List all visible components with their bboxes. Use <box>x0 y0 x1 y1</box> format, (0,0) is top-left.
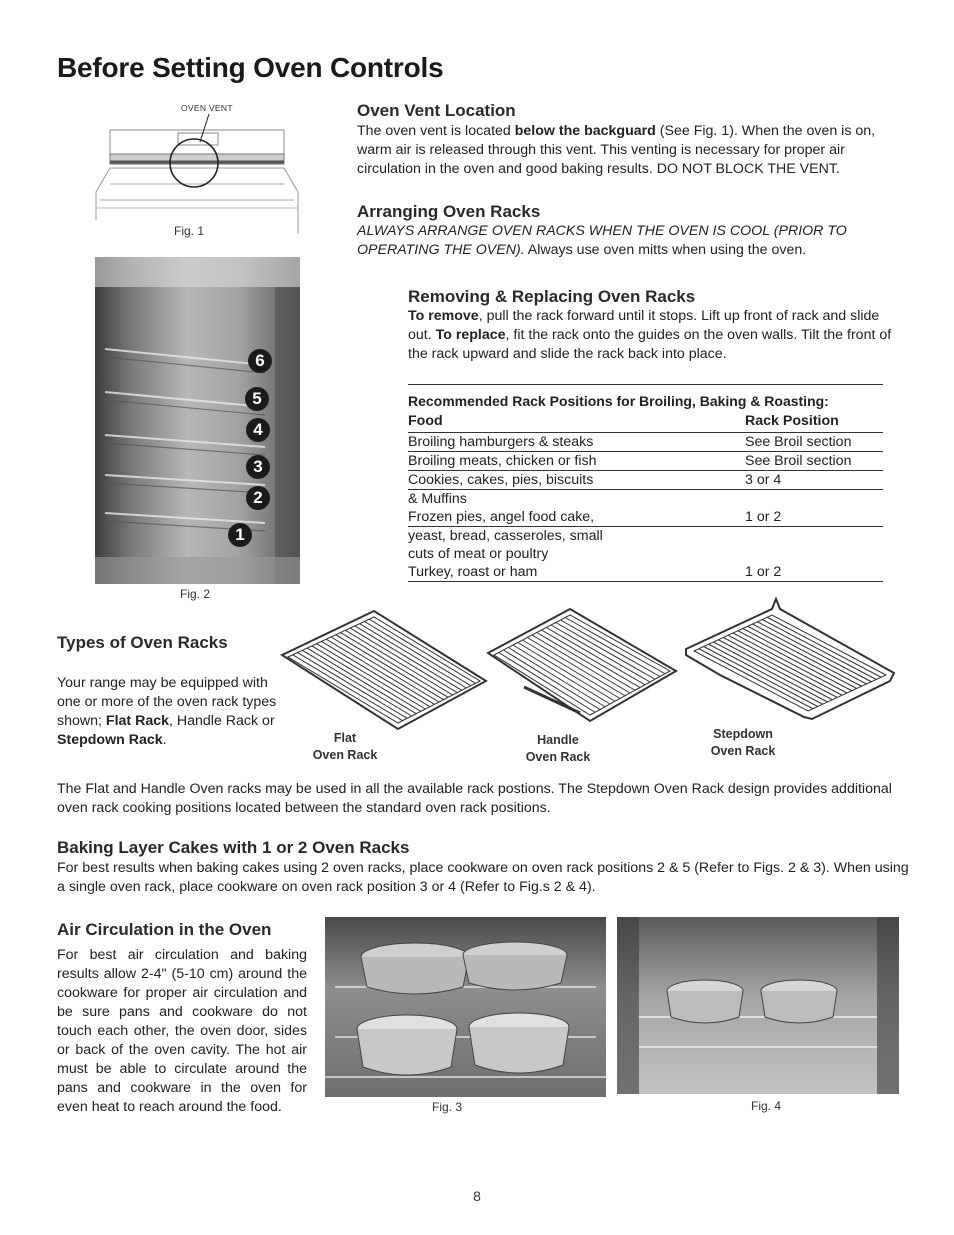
step-label-2: Oven Rack <box>710 744 776 758</box>
rack-wire <box>355 626 462 690</box>
table-cell-food: & Muffins <box>408 491 467 507</box>
air-heading: Air Circulation in the Oven <box>57 920 272 939</box>
baking-heading: Baking Layer Cakes with 1 or 2 Oven Racks <box>57 838 410 857</box>
fig1-callout: OVEN VENT <box>181 103 233 113</box>
rack-wire <box>364 621 470 685</box>
rack-wire <box>360 624 467 688</box>
table-cell-food: Turkey, roast or ham <box>408 564 538 580</box>
table-row <box>408 563 883 582</box>
flat-rack-label <box>296 730 394 764</box>
rack-wire <box>733 633 847 693</box>
rack-wire <box>723 638 837 698</box>
types-text: Your range may be equipped with one or more of the oven rack types shown; Flat Rack, Handle Rack or Stepdown Rack. <box>57 675 277 748</box>
rack-badge-2: 2 <box>246 486 270 510</box>
oven-vent-heading: Oven Vent Location <box>357 101 516 120</box>
table-cell-food: yeast, bread, casseroles, small <box>408 528 603 544</box>
table-title: Recommended Rack Positions for Broiling, Baking & Roasting: <box>408 384 883 413</box>
table-cell-position: 3 or 4 <box>745 472 782 488</box>
step-label-1: Stepdown <box>713 727 773 741</box>
rack-wire <box>699 649 813 709</box>
table-cell-food: Broiling hamburgers & steaks <box>408 434 594 450</box>
flat-label-1: Flat <box>333 731 357 745</box>
rack-wire <box>561 620 661 677</box>
table-row <box>408 452 883 471</box>
table-cell-position: 1 or 2 <box>745 509 782 525</box>
fig2-oven-cavity-photo <box>95 257 300 584</box>
rack-badge-4: 4 <box>246 418 270 442</box>
page-number: 8 <box>473 1188 481 1204</box>
types-heading: Types of Oven Racks <box>57 633 228 652</box>
rack-wire <box>537 633 635 691</box>
rack-wire <box>767 617 881 677</box>
rack-wire <box>542 630 641 688</box>
flat-label-2: Oven Rack <box>312 748 378 762</box>
rack-wire <box>513 645 610 704</box>
arranging-heading: Arranging Oven Racks <box>357 202 541 221</box>
fig4-caption: Fig. 4 <box>751 1099 782 1113</box>
oven-vent-text: The oven vent is located below the backguard (See Fig. 1). When the oven is on, warm air is released through this vent. This venting is necessary for proper air circulation in the oven and good baking results. DO NOT BLOCK THE VENT. <box>357 123 876 177</box>
rack-positions-note: The Flat and Handle Oven racks may be used in all the available rack postions. The Stepdown Oven Rack design provides additional oven rack cooking positions located between the standard oven rack positions. <box>57 781 892 816</box>
removing-text: To remove, pull the rack forward until it stops. Lift up front of rack and slide out. To replace, fit the rack onto the guides on the oven walls. Tilt the front of the rack upward and slide the rack back into place. <box>408 308 892 362</box>
removing-heading: Removing & Replacing Oven Racks <box>408 287 696 306</box>
fig3-caption: Fig. 3 <box>432 1100 463 1114</box>
col-rack-position: Rack Position <box>745 413 839 429</box>
rack-wire <box>565 618 665 674</box>
col-food: Food <box>408 413 443 429</box>
rack-badge-3: 3 <box>246 455 270 479</box>
rack-wire <box>546 628 645 685</box>
table-row <box>408 527 883 545</box>
stepdown-rack-label <box>694 726 792 760</box>
table-row <box>408 545 883 563</box>
table-cell-position: See Broil section <box>745 453 852 469</box>
rack-badge-1: 1 <box>228 523 252 547</box>
rack-badge-5: 5 <box>245 387 269 411</box>
rack-positions-table <box>408 384 883 582</box>
rack-wire <box>551 625 650 682</box>
table-cell-food: Cookies, cakes, pies, biscuits <box>408 472 594 488</box>
fig2-caption: Fig. 2 <box>180 587 211 601</box>
rack-wire <box>762 620 876 680</box>
fig1-range-illustration <box>88 100 302 236</box>
fig4-one-rack-photo <box>617 917 899 1094</box>
table-cell-food: Broiling meats, chicken or fish <box>408 453 597 469</box>
rack-wire <box>709 644 823 704</box>
flat-rack-drawing <box>278 605 490 733</box>
handle-rack-drawing <box>484 603 680 725</box>
handle-label-2: Oven Rack <box>525 750 591 764</box>
rack-wire <box>350 628 457 693</box>
baking-text: For best results when baking cakes using 2 oven racks, place cookware on oven rack positions 2 & 5 (Refer to Figs. 2 & 3). When using a single oven rack, place cookware on oven rack position 3 or 4 (Refer to Fig.s 2 & 4). <box>57 860 909 895</box>
table-cell-food: cuts of meat or poultry <box>408 546 549 562</box>
table-row <box>408 490 883 508</box>
table-cell-position: See Broil section <box>745 434 852 450</box>
rack-wire <box>369 619 475 683</box>
handle-label-1: Handle <box>537 733 579 747</box>
rack-wire <box>532 635 630 693</box>
rack-wire <box>499 653 595 713</box>
table-cell-food: Frozen pies, angel food cake, <box>408 509 595 525</box>
rack-wire <box>753 624 867 684</box>
stepdown-rack-drawing <box>680 595 902 725</box>
rack-wire <box>718 640 832 700</box>
fig1-caption: Fig. 1 <box>174 224 205 238</box>
table-header <box>408 413 883 433</box>
table-cell-position <box>745 490 883 508</box>
rack-wire <box>728 635 842 695</box>
page-title: Before Setting Oven Controls <box>57 52 444 83</box>
rack-wire <box>527 638 625 696</box>
arranging-text: ALWAYS ARRANGE OVEN RACKS WHEN THE OVEN IS COOL (PRIOR TO OPERATING THE OVEN). Always use oven mitts when using the oven. <box>357 223 847 258</box>
table-row <box>408 508 883 527</box>
table-row <box>408 471 883 490</box>
table-cell-position: 1 or 2 <box>745 564 782 580</box>
rack-wire <box>714 642 828 702</box>
table-cell-position <box>745 545 883 563</box>
rack-wire <box>748 626 862 686</box>
handle-rack-label <box>509 732 607 766</box>
rack-wire <box>523 640 621 699</box>
rack-wire <box>743 629 857 689</box>
fig3-two-rack-photo <box>325 917 606 1097</box>
rack-badge-6: 6 <box>248 349 272 373</box>
table-cell-position <box>745 527 883 545</box>
air-text: For best air circulation and baking results allow 2-4" (5-10 cm) around the cookware for proper air circulation and be sure pans and cookware do not touch each other, the oven door, sides or back of the oven cavity. The hot air must be able to circulate around the pans and cookware in the oven for even heat to reach around the food. <box>57 947 307 1115</box>
table-row <box>408 433 883 452</box>
